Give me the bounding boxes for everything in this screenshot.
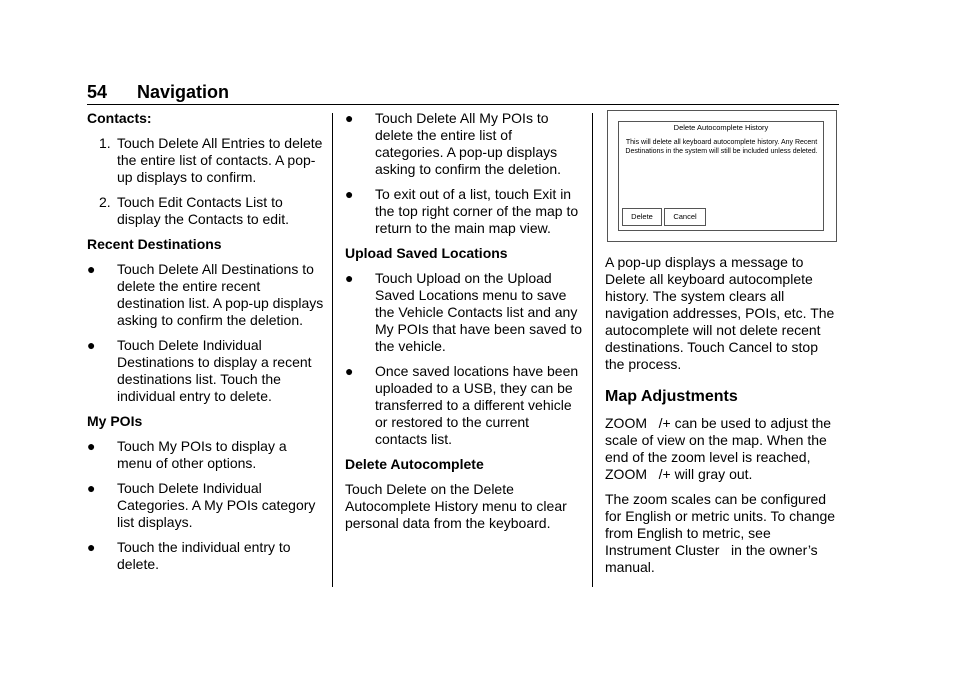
zoom-paragraph: ZOOM /+ can be used to adjust the scale of view on the map. When the end of the zoom level is reached, ZOOM /+ will gray out. <box>605 415 832 482</box>
bullet-icon: ● <box>345 363 354 379</box>
dialog-title: Delete Autocomplete History <box>673 123 769 132</box>
my-pois-heading: My POIs <box>87 413 143 429</box>
list-item-text: Touch My POIs to display a menu of other options. <box>117 438 287 471</box>
list-item-text: Touch Edit Contacts List to display the Contacts to edit. <box>117 194 289 227</box>
list-item <box>87 337 325 405</box>
bullet-icon: ● <box>345 270 354 286</box>
dialog-message: This will delete all keyboard autocomplete history. Any Recent Destinations in the system will still be included unless deleted. <box>625 139 818 155</box>
list-item <box>87 261 325 329</box>
bullet-icon: ● <box>87 438 96 454</box>
column-divider <box>332 113 333 587</box>
contacts-heading: Contacts: <box>87 110 152 126</box>
cancel-button[interactable]: Cancel <box>664 208 706 226</box>
list-item-text: To exit out of a list, touch Exit in the top right corner of the map to return to the main map view. <box>375 186 579 236</box>
bullet-icon: ● <box>87 337 96 353</box>
column-1 <box>87 110 325 581</box>
zoom-scales-paragraph: The zoom scales can be configured for English or metric units. To change from English to metric, see Instrument Cluster in the owner’s manual. <box>605 491 836 575</box>
bullet-icon: ● <box>345 186 354 202</box>
upload-saved-locations-heading: Upload Saved Locations <box>345 245 508 261</box>
bullet-icon: ● <box>87 261 96 277</box>
list-item <box>345 270 583 355</box>
recent-destinations-heading: Recent Destinations <box>87 236 222 252</box>
list-item <box>345 186 583 237</box>
delete-button[interactable]: Delete <box>622 208 662 226</box>
section-title: Navigation <box>137 82 230 102</box>
map-adjustments-heading: Map Adjustments <box>605 388 738 405</box>
list-item-text: Touch Delete All My POIs to delete the entire list of categories. A pop-up displays asking to confirm the deletion. <box>375 110 561 177</box>
list-item <box>87 539 325 573</box>
bullet-icon: ● <box>345 110 354 126</box>
page-header <box>87 82 839 105</box>
list-number: 2. <box>99 194 111 210</box>
bullet-icon: ● <box>87 480 96 496</box>
list-item-text: Touch Delete All Entries to delete the entire list of contacts. A pop-up displays to confirm. <box>117 135 323 185</box>
popup-paragraph: A pop-up displays a message to Delete all keyboard autocomplete history. The system clears all navigation addresses, POIs, etc. The autocomplete will not delete recent destinations. Touch Cancel to stop the process. <box>605 254 835 372</box>
list-item-text: Touch Delete Individual Destinations to display a recent destinations list. Touch the individual entry to delete. <box>117 337 312 404</box>
list-item <box>87 480 325 531</box>
list-item-text: Touch Delete All Destinations to delete the entire recent destination list. A pop-up displays asking to confirm the deletion. <box>117 261 324 328</box>
list-item-text: Touch the individual entry to delete. <box>117 539 291 572</box>
delete-autocomplete-heading: Delete Autocomplete <box>345 456 484 472</box>
bullet-icon: ● <box>87 539 96 555</box>
list-item <box>87 194 325 228</box>
list-item-text: Touch Delete Individual Categories. A My POIs category list displays. <box>117 480 316 530</box>
list-item <box>345 110 583 178</box>
list-item <box>345 363 583 448</box>
delete-autocomplete-dialog <box>618 121 824 231</box>
list-item-text: Once saved locations have been uploaded to a USB, they can be transferred to a different vehicle or restored to the current contacts list. <box>375 363 579 447</box>
list-item-text: Touch Upload on the Upload Saved Locations menu to save the Vehicle Contacts list and any My POIs that have been saved to the vehicle. <box>375 270 583 354</box>
column-divider <box>592 113 593 587</box>
delete-autocomplete-paragraph: Touch Delete on the Delete Autocomplete History menu to clear personal data from the keyboard. <box>345 481 567 531</box>
list-number: 1. <box>99 135 111 151</box>
column-2 <box>345 110 583 540</box>
list-item <box>87 438 325 472</box>
list-item <box>87 135 325 186</box>
column-3 <box>605 110 841 584</box>
screen-illustration <box>607 110 837 242</box>
page-number: 54 <box>87 82 108 102</box>
